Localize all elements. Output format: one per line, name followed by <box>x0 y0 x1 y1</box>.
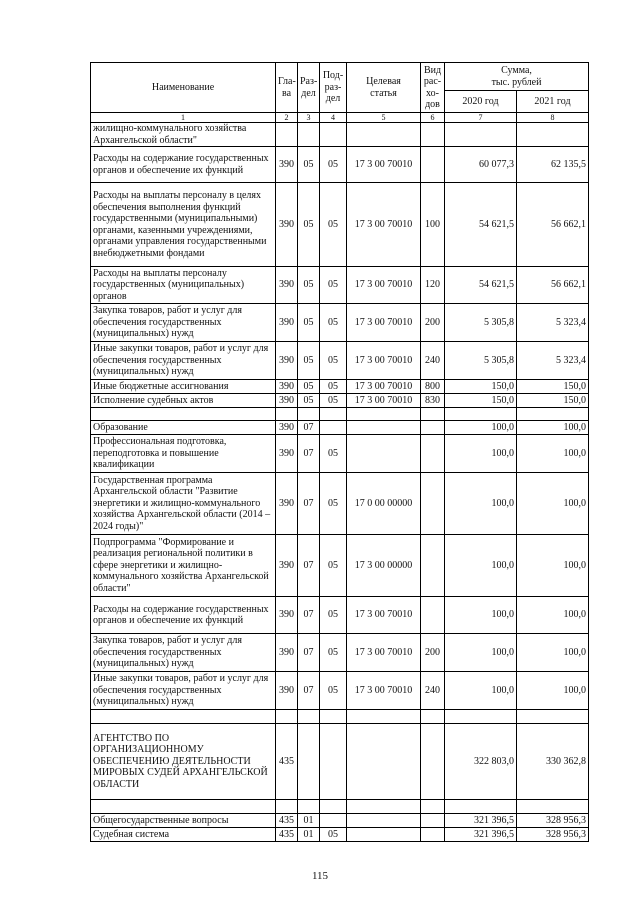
cell-glava: 390 <box>276 421 298 435</box>
cell-glava: 390 <box>276 435 298 473</box>
colnum-1: 1 <box>91 113 276 123</box>
cell-target <box>347 724 421 800</box>
cell-razdel <box>298 408 320 421</box>
cell-name <box>91 800 276 814</box>
cell-2020: 54 621,5 <box>445 183 517 267</box>
cell-vid <box>421 473 445 535</box>
cell-target <box>347 421 421 435</box>
header-glava: Гла- ва <box>276 63 298 113</box>
cell-glava: 390 <box>276 672 298 710</box>
cell-glava: 390 <box>276 473 298 535</box>
cell-2020: 5 305,8 <box>445 304 517 342</box>
table-row <box>91 724 589 800</box>
table-row <box>91 473 589 535</box>
cell-razdel: 05 <box>298 147 320 183</box>
cell-name: Общегосударственные вопросы <box>91 814 276 828</box>
cell-razdel: 07 <box>298 672 320 710</box>
table-row <box>91 183 589 267</box>
table-row <box>91 408 589 421</box>
header-sum: Сумма, тыс. рублей <box>445 63 589 91</box>
table-body <box>91 123 589 842</box>
cell-name: АГЕНТСТВО ПО ОРГАНИЗАЦИОННОМУ ОБЕСПЕЧЕНИЮ ДЕЯТЕЛЬНОСТИ МИРОВЫХ СУДЕЙ АРХАНГЕЛЬСКОЙ ОБЛАСТИ <box>91 724 276 800</box>
cell-name: Иные закупки товаров, работ и услуг для обеспечения государственных (муниципальных) нужд <box>91 672 276 710</box>
colnum-8: 8 <box>517 113 589 123</box>
cell-name: Судебная система <box>91 828 276 842</box>
cell-name: Государственная программа Архангельской области "Развитие энергетики и жилищно-коммунального хозяйства Архангельской области (2014 – 2024 годы)" <box>91 473 276 535</box>
cell-2021 <box>517 408 589 421</box>
cell-target: 17 3 00 70010 <box>347 634 421 672</box>
page-number: 115 <box>311 870 329 882</box>
header-razdel: Раз- дел <box>298 63 320 113</box>
table-row <box>91 710 589 724</box>
cell-2020: 100,0 <box>445 597 517 634</box>
cell-target <box>347 408 421 421</box>
cell-podrazdel <box>320 814 347 828</box>
cell-glava: 390 <box>276 147 298 183</box>
table-row <box>91 535 589 597</box>
cell-podrazdel: 05 <box>320 304 347 342</box>
budget-table <box>90 62 589 842</box>
cell-glava <box>276 408 298 421</box>
cell-name: Образование <box>91 421 276 435</box>
table-row <box>91 342 589 380</box>
cell-razdel: 05 <box>298 394 320 408</box>
cell-razdel: 05 <box>298 304 320 342</box>
cell-razdel <box>298 710 320 724</box>
cell-podrazdel: 05 <box>320 435 347 473</box>
table-row <box>91 634 589 672</box>
cell-2021: 100,0 <box>517 535 589 597</box>
cell-vid <box>421 597 445 634</box>
cell-2020 <box>445 710 517 724</box>
cell-2020: 100,0 <box>445 473 517 535</box>
cell-target <box>347 710 421 724</box>
table-row <box>91 123 589 147</box>
cell-vid <box>421 435 445 473</box>
cell-razdel <box>298 724 320 800</box>
cell-glava: 390 <box>276 380 298 394</box>
cell-name: Профессиональная подготовка, переподготовка и повышение квалификации <box>91 435 276 473</box>
cell-target <box>347 814 421 828</box>
cell-podrazdel: 05 <box>320 634 347 672</box>
cell-2020 <box>445 408 517 421</box>
cell-vid <box>421 710 445 724</box>
cell-glava <box>276 710 298 724</box>
cell-razdel: 07 <box>298 634 320 672</box>
cell-target <box>347 828 421 842</box>
cell-2020 <box>445 800 517 814</box>
table-row <box>91 828 589 842</box>
cell-podrazdel: 05 <box>320 394 347 408</box>
cell-target: 17 3 00 70010 <box>347 342 421 380</box>
cell-name <box>91 408 276 421</box>
cell-2021: 100,0 <box>517 421 589 435</box>
cell-podrazdel: 05 <box>320 147 347 183</box>
colnum-4: 4 <box>320 113 347 123</box>
colnum-5: 5 <box>347 113 421 123</box>
cell-podrazdel: 05 <box>320 473 347 535</box>
cell-glava: 390 <box>276 394 298 408</box>
cell-2021: 62 135,5 <box>517 147 589 183</box>
cell-name: Расходы на содержание государственных органов и обеспечение их функций <box>91 147 276 183</box>
cell-name: Закупка товаров, работ и услуг для обеспечения государственных (муниципальных) нужд <box>91 634 276 672</box>
cell-podrazdel: 05 <box>320 342 347 380</box>
cell-target: 17 3 00 70010 <box>347 267 421 304</box>
cell-2021: 330 362,8 <box>517 724 589 800</box>
cell-name: Закупка товаров, работ и услуг для обеспечения государственных (муниципальных) нужд <box>91 304 276 342</box>
cell-vid: 100 <box>421 183 445 267</box>
cell-2020: 322 803,0 <box>445 724 517 800</box>
cell-2020: 100,0 <box>445 421 517 435</box>
cell-glava: 390 <box>276 634 298 672</box>
cell-target: 17 3 00 70010 <box>347 597 421 634</box>
cell-name: Иные бюджетные ассигнования <box>91 380 276 394</box>
cell-2021: 150,0 <box>517 394 589 408</box>
table-row <box>91 814 589 828</box>
header-2021: 2021 год <box>517 91 589 113</box>
cell-2021: 100,0 <box>517 672 589 710</box>
cell-name <box>91 710 276 724</box>
cell-razdel: 05 <box>298 380 320 394</box>
header-target: Целевая статья <box>347 63 421 113</box>
cell-target: 17 3 00 70010 <box>347 147 421 183</box>
cell-target: 17 0 00 00000 <box>347 473 421 535</box>
cell-name: Расходы на выплаты персоналу в целях обеспечения выполнения функций государственными (муниципальными) органами, казенными учреждениями, органами управления государственными внебюджетными фондами <box>91 183 276 267</box>
cell-vid: 240 <box>421 672 445 710</box>
cell-2021 <box>517 123 589 147</box>
cell-2020: 321 396,5 <box>445 814 517 828</box>
cell-podrazdel <box>320 421 347 435</box>
table-row <box>91 421 589 435</box>
cell-2021: 328 956,3 <box>517 814 589 828</box>
cell-2020: 60 077,3 <box>445 147 517 183</box>
cell-name: Иные закупки товаров, работ и услуг для обеспечения государственных (муниципальных) нужд <box>91 342 276 380</box>
cell-2021: 5 323,4 <box>517 304 589 342</box>
cell-razdel: 07 <box>298 597 320 634</box>
cell-podrazdel <box>320 710 347 724</box>
cell-razdel: 01 <box>298 828 320 842</box>
cell-vid <box>421 724 445 800</box>
table-row <box>91 267 589 304</box>
cell-2021: 100,0 <box>517 634 589 672</box>
cell-vid <box>421 147 445 183</box>
table-row <box>91 147 589 183</box>
cell-vid: 200 <box>421 304 445 342</box>
table-row <box>91 394 589 408</box>
table-row <box>91 435 589 473</box>
cell-podrazdel: 05 <box>320 183 347 267</box>
cell-vid: 120 <box>421 267 445 304</box>
cell-podrazdel: 05 <box>320 535 347 597</box>
header-name: Наименование <box>91 63 276 113</box>
cell-podrazdel: 05 <box>320 380 347 394</box>
cell-target: 17 3 00 70010 <box>347 183 421 267</box>
cell-razdel: 05 <box>298 342 320 380</box>
cell-vid: 800 <box>421 380 445 394</box>
cell-razdel: 07 <box>298 421 320 435</box>
cell-podrazdel: 05 <box>320 267 347 304</box>
table-row <box>91 380 589 394</box>
cell-2020: 150,0 <box>445 394 517 408</box>
cell-podrazdel <box>320 123 347 147</box>
cell-name: Исполнение судебных актов <box>91 394 276 408</box>
cell-glava: 390 <box>276 342 298 380</box>
cell-glava: 435 <box>276 828 298 842</box>
cell-glava: 390 <box>276 183 298 267</box>
cell-target: 17 3 00 70010 <box>347 380 421 394</box>
cell-2021: 328 956,3 <box>517 828 589 842</box>
cell-podrazdel <box>320 800 347 814</box>
colnum-2: 2 <box>276 113 298 123</box>
cell-razdel: 01 <box>298 814 320 828</box>
cell-glava: 435 <box>276 724 298 800</box>
cell-vid <box>421 814 445 828</box>
cell-podrazdel: 05 <box>320 828 347 842</box>
colnum-6: 6 <box>421 113 445 123</box>
cell-2020 <box>445 123 517 147</box>
cell-glava: 390 <box>276 267 298 304</box>
cell-vid <box>421 800 445 814</box>
cell-2020: 5 305,8 <box>445 342 517 380</box>
cell-target <box>347 435 421 473</box>
cell-2021 <box>517 800 589 814</box>
cell-glava: 390 <box>276 597 298 634</box>
cell-2020: 100,0 <box>445 672 517 710</box>
cell-2020: 54 621,5 <box>445 267 517 304</box>
cell-2021: 100,0 <box>517 435 589 473</box>
cell-2021: 5 323,4 <box>517 342 589 380</box>
cell-glava: 435 <box>276 814 298 828</box>
cell-2020: 321 396,5 <box>445 828 517 842</box>
cell-podrazdel <box>320 408 347 421</box>
cell-vid: 830 <box>421 394 445 408</box>
cell-2021: 100,0 <box>517 473 589 535</box>
cell-vid <box>421 421 445 435</box>
cell-glava <box>276 800 298 814</box>
table-row <box>91 304 589 342</box>
cell-razdel: 07 <box>298 473 320 535</box>
cell-target <box>347 123 421 147</box>
cell-podrazdel: 05 <box>320 597 347 634</box>
cell-target: 17 3 00 70010 <box>347 304 421 342</box>
cell-razdel <box>298 800 320 814</box>
cell-target: 17 3 00 70010 <box>347 394 421 408</box>
header-2020: 2020 год <box>445 91 517 113</box>
colnum-7: 7 <box>445 113 517 123</box>
cell-name: жилищно-коммунального хозяйства Архангельской области" <box>91 123 276 147</box>
cell-podrazdel <box>320 724 347 800</box>
cell-2021: 100,0 <box>517 597 589 634</box>
cell-vid <box>421 828 445 842</box>
cell-razdel: 07 <box>298 535 320 597</box>
cell-2021: 56 662,1 <box>517 267 589 304</box>
cell-target: 17 3 00 70010 <box>347 672 421 710</box>
cell-vid <box>421 408 445 421</box>
cell-2021: 56 662,1 <box>517 183 589 267</box>
header-vid: Вид рас- хо- дов <box>421 63 445 113</box>
cell-2021 <box>517 710 589 724</box>
cell-target: 17 3 00 00000 <box>347 535 421 597</box>
cell-vid: 200 <box>421 634 445 672</box>
colnum-3: 3 <box>298 113 320 123</box>
cell-podrazdel: 05 <box>320 672 347 710</box>
cell-2020: 100,0 <box>445 435 517 473</box>
table-row <box>91 800 589 814</box>
table-row <box>91 597 589 634</box>
cell-name: Расходы на выплаты персоналу государственных (муниципальных) органов <box>91 267 276 304</box>
cell-glava: 390 <box>276 535 298 597</box>
cell-target <box>347 800 421 814</box>
cell-name: Подпрограмма "Формирование и реализация региональной политики в сфере энергетики и жилищно-коммунального хозяйства Архангельской области" <box>91 535 276 597</box>
cell-2020: 100,0 <box>445 535 517 597</box>
cell-name: Расходы на содержание государственных органов и обеспечение их функций <box>91 597 276 634</box>
cell-razdel: 05 <box>298 267 320 304</box>
table-row <box>91 672 589 710</box>
header-podrazdel: Под- раз- дел <box>320 63 347 113</box>
cell-2020: 150,0 <box>445 380 517 394</box>
cell-glava <box>276 123 298 147</box>
cell-razdel: 05 <box>298 183 320 267</box>
cell-glava: 390 <box>276 304 298 342</box>
cell-vid <box>421 535 445 597</box>
cell-vid <box>421 123 445 147</box>
column-number-row <box>91 113 589 123</box>
cell-2021: 150,0 <box>517 380 589 394</box>
cell-2020: 100,0 <box>445 634 517 672</box>
cell-razdel: 07 <box>298 435 320 473</box>
cell-vid: 240 <box>421 342 445 380</box>
cell-razdel <box>298 123 320 147</box>
